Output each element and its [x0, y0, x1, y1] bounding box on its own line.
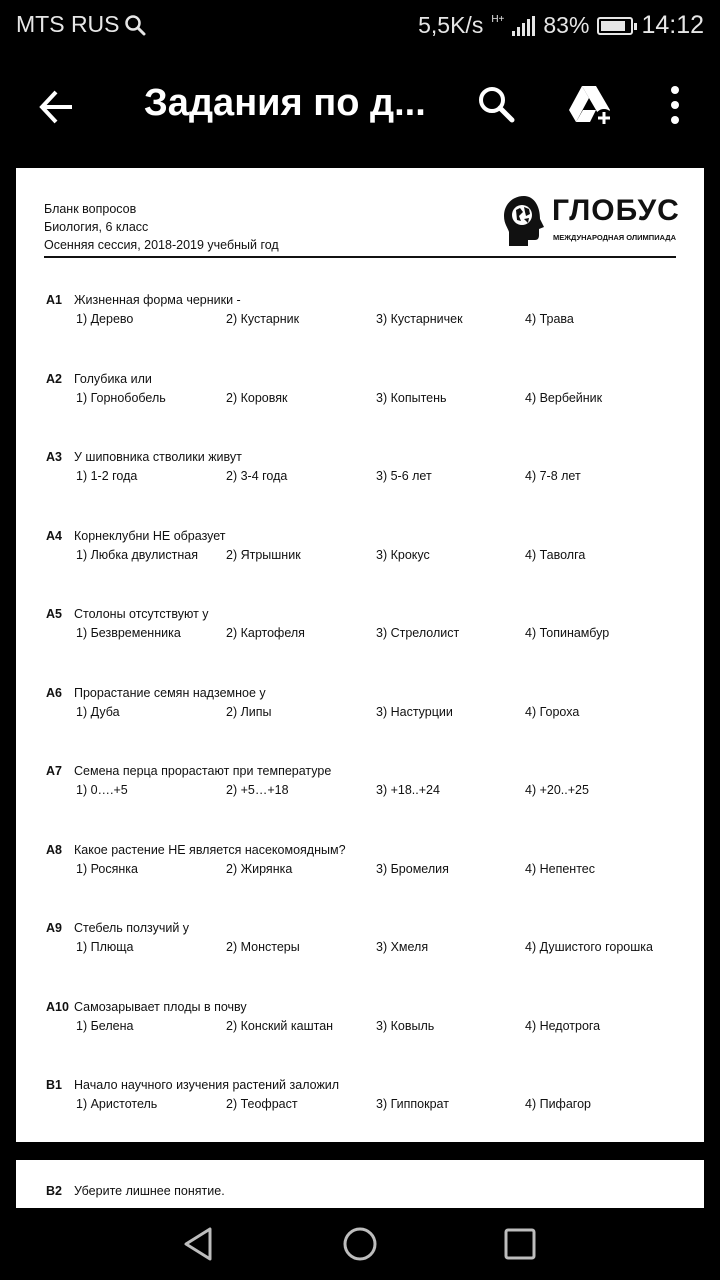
- head-globe-icon: [502, 194, 548, 248]
- question-text: Жизненная форма черники -: [74, 293, 241, 307]
- answer-option: 2) Кустарник: [226, 312, 300, 326]
- answer-option: 1) Любка двулистная: [76, 547, 199, 562]
- answer-option: 4) Трава: [525, 312, 574, 326]
- clock: 14:12: [641, 11, 704, 39]
- header-line: Бланк вопросов: [44, 202, 137, 216]
- answer-option: 1) Дуба: [76, 704, 120, 719]
- status-right: [418, 11, 704, 40]
- answer-option: 3) Ковыль: [376, 1018, 435, 1033]
- answer-option: 1) Белена: [76, 1018, 134, 1033]
- answer-option: 4) +20..+25: [525, 783, 589, 797]
- answer-option: 4) Недотрога: [525, 1018, 601, 1033]
- answer-option: 3) Крокус: [376, 547, 430, 562]
- answer-option: 2) Ятрышник: [226, 547, 301, 562]
- signal-icon: [512, 16, 535, 36]
- answer-option: 2) +5…+18: [226, 783, 289, 797]
- network-speed: 5,5K/s: [418, 12, 484, 38]
- question-text: У шиповника стволики живут: [74, 450, 242, 464]
- logo-subtitle: МЕЖДУНАРОДНАЯ ОЛИМПИАДА: [553, 233, 677, 242]
- arrow-left-icon: [34, 84, 80, 130]
- search-status-icon: [124, 14, 146, 36]
- search-button[interactable]: [474, 82, 520, 128]
- answer-option: 4) Пифагор: [525, 1097, 591, 1111]
- question-number: A1: [46, 293, 62, 307]
- answer-option: 3) Хмеля: [376, 940, 429, 954]
- answer-option: 1) Аристотель: [76, 1097, 158, 1111]
- answer-option: 4) Душистого горошка: [525, 940, 653, 954]
- answer-option: 3) Кустарничек: [376, 312, 463, 326]
- answer-option: 2) Конский каштан: [226, 1018, 334, 1033]
- answer-option: 1) Росянка: [76, 861, 138, 876]
- question-text: Прорастание семян надземное у: [74, 685, 266, 700]
- answer-option: 2) Жирянка: [226, 861, 293, 876]
- question-text: Стебель ползучий у: [74, 921, 190, 935]
- answer-option: 4) Топинамбур: [525, 626, 610, 640]
- question-number: A3: [46, 450, 62, 464]
- square-recents-icon[interactable]: [500, 1224, 540, 1264]
- answer-option: 4) 7-8 лет: [525, 469, 581, 483]
- question-text: Корнеклубни НЕ образует: [74, 528, 226, 543]
- answer-option: 2) Теофраст: [226, 1097, 298, 1111]
- answer-option: 2) Коровяк: [226, 390, 288, 405]
- answer-option: 4) Вербейник: [525, 390, 603, 405]
- answer-option: 3) +18..+24: [376, 783, 440, 797]
- carrier-name: MTS RUS: [16, 11, 120, 37]
- question-text: Столоны отсутствуют у: [74, 607, 209, 621]
- answer-option: 3) Копытень: [376, 390, 447, 405]
- document-viewer[interactable]: [0, 162, 720, 1208]
- answer-option: 3) Гиппократ: [376, 1097, 449, 1111]
- document-page-1: [16, 168, 704, 1142]
- answer-option: 1) 1-2 года: [76, 469, 138, 483]
- search-icon: [474, 82, 520, 128]
- answer-option: 4) Гороха: [525, 704, 580, 719]
- globus-logo: [502, 194, 680, 248]
- document-header: [44, 200, 279, 254]
- document-page-2: [16, 1160, 704, 1208]
- answer-option: 2) Картофеля: [226, 626, 305, 640]
- question-number: B1: [46, 1078, 62, 1092]
- navigation-bar: [0, 1208, 720, 1280]
- answer-option: 1) Безвременника: [76, 626, 181, 640]
- answer-option: 2) 3-4 года: [226, 469, 288, 483]
- google-drive-add-icon: [566, 82, 616, 128]
- answer-option: 3) 5-6 лет: [376, 469, 432, 483]
- logo-text: ГЛОБУС: [552, 194, 680, 227]
- question-number: A4: [46, 528, 62, 543]
- question-text: Семена перца прорастают при температуре: [74, 764, 332, 778]
- triangle-back-icon[interactable]: [180, 1224, 220, 1264]
- answer-option: 3) Бромелия: [376, 861, 449, 876]
- add-to-drive-button[interactable]: [566, 82, 616, 128]
- question-number: A6: [46, 685, 62, 700]
- question-text: Самозарывает плоды в почву: [74, 999, 247, 1014]
- question-number: A9: [46, 921, 62, 935]
- answer-option: 3) Стрелолист: [376, 626, 460, 640]
- answer-option: 4) Таволга: [525, 547, 586, 562]
- question-number: A5: [46, 607, 62, 621]
- more-vert-icon: [660, 82, 690, 128]
- battery-percent: 83%: [543, 12, 590, 38]
- answer-option: 4) Непентес: [525, 861, 595, 876]
- question-text: Начало научного изучения растений заложил: [74, 1078, 340, 1092]
- answer-option: 2) Монстеры: [226, 940, 300, 954]
- question-number: A10: [46, 999, 69, 1014]
- question-text: Уберите лишнее понятие.: [74, 1184, 225, 1198]
- circle-home-icon[interactable]: [340, 1224, 380, 1264]
- header-line: Осенняя сессия, 2018-2019 учебный год: [44, 238, 279, 252]
- question-text: Какое растение НЕ является насекомоядным?: [74, 842, 346, 857]
- question-number: A8: [46, 842, 62, 857]
- network-type: H+: [491, 14, 505, 25]
- app-bar: [0, 52, 720, 162]
- answer-option: 1) 0….+5: [76, 783, 128, 797]
- answer-option: 1) Плюща: [76, 940, 134, 954]
- answer-option: 1) Горнобобель: [76, 390, 166, 405]
- answer-option: 2) Липы: [226, 704, 272, 719]
- more-options-button[interactable]: [660, 82, 690, 128]
- question-text: Голубика или: [74, 371, 152, 386]
- status-bar: [0, 0, 720, 52]
- question-number: A7: [46, 764, 62, 778]
- header-line: Биология, 6 класс: [44, 220, 149, 234]
- answer-option: 1) Дерево: [76, 312, 134, 326]
- question-number: B2: [46, 1184, 62, 1198]
- status-left: [16, 11, 146, 38]
- document-title: Задания по д...: [144, 82, 426, 124]
- back-button[interactable]: [34, 84, 80, 130]
- question-number: A2: [46, 371, 62, 386]
- header-divider: [44, 256, 676, 258]
- battery-icon: [597, 17, 633, 35]
- answer-option: 3) Настурции: [376, 704, 453, 719]
